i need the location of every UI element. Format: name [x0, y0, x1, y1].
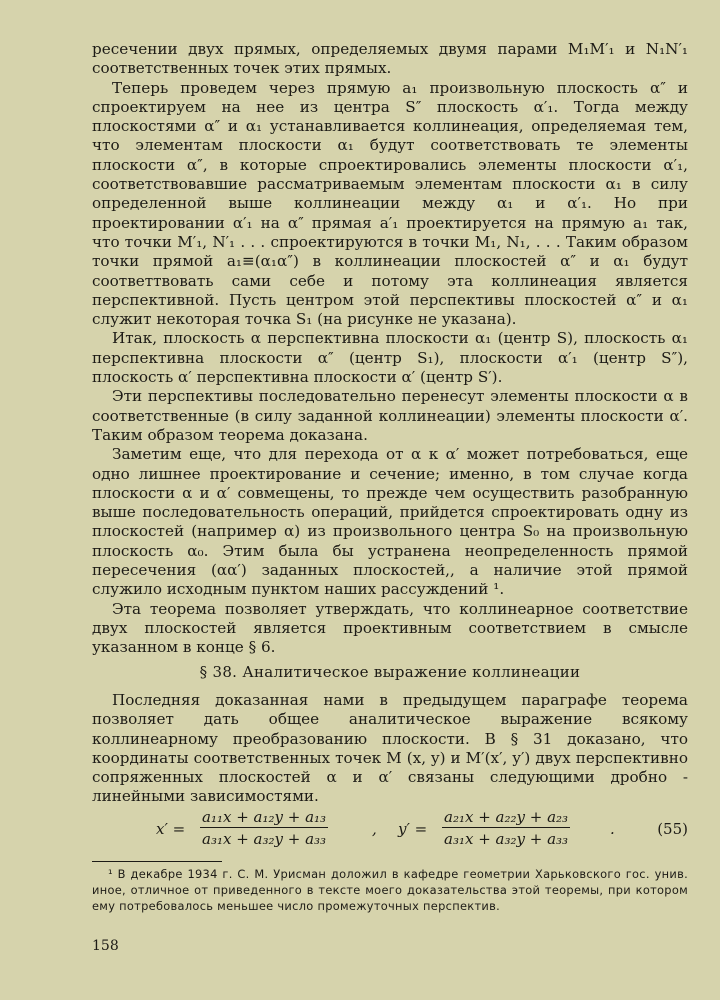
formula-55 — [92, 808, 688, 852]
fraction-x — [200, 808, 328, 848]
numerator-y: a₂₁x + a₂₂y + a₂₃ — [444, 808, 569, 826]
equation-number: (55) — [657, 820, 688, 838]
body-text-top — [92, 40, 688, 658]
fraction-y — [442, 808, 570, 848]
section-heading: § 38. Аналитическое выражение коллинеации — [199, 663, 581, 681]
body-text-bottom — [92, 691, 688, 807]
paragraph-theorem-consequence: Эта теорема позволяет утверждать, что коллинеарное соответствие двух плоскостей является проективным соответствием в смысле указанном в конце § 6. — [92, 599, 688, 657]
formula-period: . — [610, 820, 615, 838]
paragraph-projection: Теперь проведем через прямую a₁ произвольную плоскость α″ и спроектируем на нее из центра S″ плоскость α′₁. Тогда между плоскостями α″ и α₁ устанавливается коллинеация, определяемая тем, что элементам плоскости α₁ будут соответствовать те элементы плоскости α″, в которые спроектировались элементы плоскости α′₁, соответствовавшие рассматриваемым элементам плоскости α₁ в силу определенной выше коллинеации между α₁ и α′₁. Но при проектировании α′₁ на α″ прямая a′₁ проектируется на прямую a₁ так, что точки M′₁, N′₁ . . . спроектируются в точки M₁, N₁, . . . Таким образом точки прямой a₁≡(α₁α″) в коллинеации плоскостей α″ и α₁ будут соответтвовать сами себе и потому эта коллинеация является перспективной. Пусть центром этой перспективы плоскостей α″ и α₁ служит некоторая точка S₁ (на рисунке не указана). — [92, 78, 688, 329]
denominator-x: a₃₁x + a₃₂y + a₃₃ — [202, 830, 327, 848]
paragraph-remark: Заметим еще, что для перехода от α к α′ может потребоваться, еще одно лишнее проектирование и сечение; именно, в том случае когда плоскости α и α′ совмещены, то прежде чем осуществить разобранную выше последовательность операций, прийдется спроектировать одну из плоскостей (например α) из произвольного центра S₀ на произвольную плоскость α₀. Этим была бы устранена неопределенность прямой пересечения (αα′) заданных плоскостей,, а наличие этой прямой служило исходным пунктом наших рассуждений ¹. — [92, 445, 688, 599]
formula-lhs-x: x′ = — [156, 820, 186, 838]
paragraph-conclusion: Эти перспективы последовательно перенесут элементы плоскости α в соответственные (в силу заданной коллинеации) элементы плоскости α′. Таким образом теорема доказана. — [92, 387, 688, 444]
footnote-divider — [92, 861, 222, 862]
page-number: 158 — [92, 938, 119, 954]
numerator-x: a₁₁x + a₁₂y + a₁₃ — [202, 808, 327, 826]
footnote — [92, 866, 688, 914]
paragraph-summary: Итак, плоскость α перспективна плоскости α₁ (центр S), плоскость α₁ перспективна плоскости α″ (центр S₁), плоскости α′₁ (центр S″), плоскость α′ перспективна плоскости α′ (центр S′). — [92, 329, 688, 387]
paragraph-continuation: ресечении двух прямых, определяемых двумя парами M₁M′₁ и N₁N′₁ соответственных точек этих прямых. — [92, 40, 688, 78]
denominator-y: a₃₁x + a₃₂y + a₃₃ — [444, 830, 569, 848]
paragraph-analytic-intro: Последняя доказанная нами в предыдущем параграфе теорема позволяет дать общее аналитическое выражение всякому коллинеарному преобразованию плоскости. В § 31 доказано, что координаты соответственных точек M (x, y) и M′(x′, y′) двух перспективно сопряженных плоскостей α и α′ связаны следующими дробно - линейными зависимостями. — [92, 691, 688, 806]
footnote-text: ¹ В декабре 1934 г. С. М. Урисман доложил в кафедре геометрии Харьковского гос. унив. иное, отличное от приведенного в тексте моего доказательства этой теоремы, при котором ему потребовалось меньшее число промежуточных перспектив. — [92, 867, 688, 913]
formula-comma: , — [372, 820, 377, 838]
formula-lhs-y: y′ = — [398, 820, 428, 838]
